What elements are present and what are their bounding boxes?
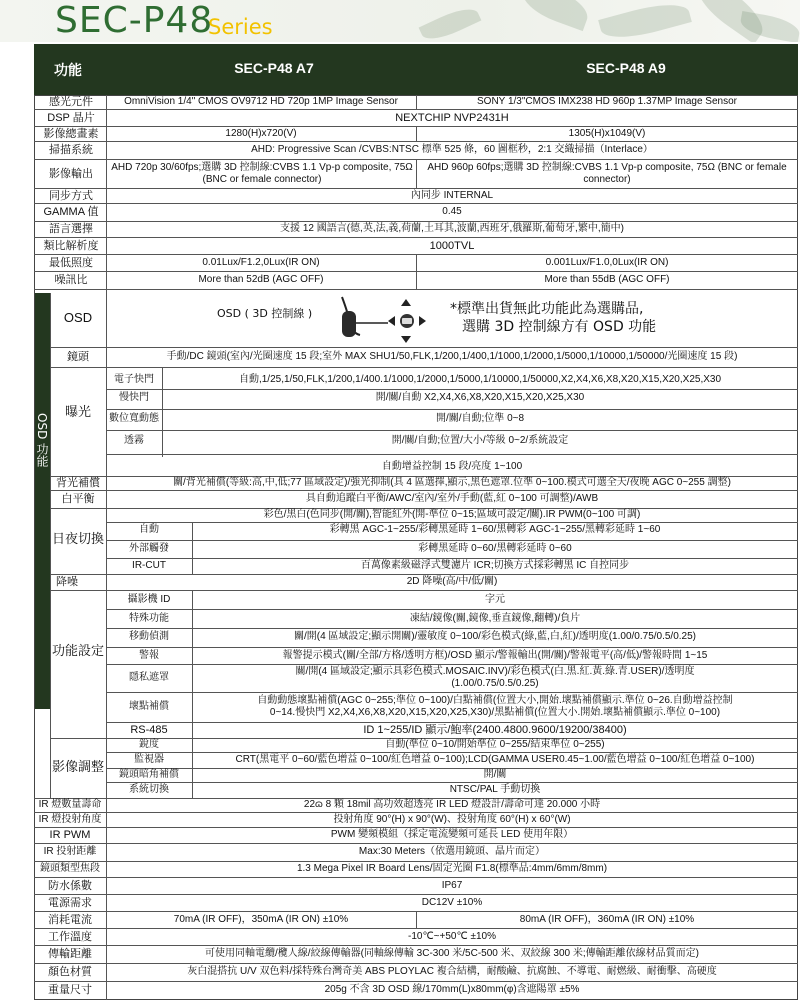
row-label: IR 投射距離 bbox=[43, 846, 97, 857]
sub-label: 特殊功能 bbox=[129, 613, 169, 624]
row-label: 曝光 bbox=[64, 404, 91, 419]
sub-label: RS-485 bbox=[130, 724, 168, 736]
row-label: GAMMA 值 bbox=[43, 206, 99, 218]
dpc-line2: 0~14.慢快門 X2,X4,X6,X8,X20,X15,X20,X25,X30)/黑點補償(位置大小.開始.壞點補償顯示.準位 0~100) bbox=[269, 707, 721, 718]
dpc-line1: 自動動態壞點補償(AGC 0~255;準位 0~100)/白點補償(位置大小,開始.壞點補償顯示.準位 0~26.自動增益控制 bbox=[257, 695, 733, 706]
osd-note-line1: *標準出貨無此功能此為選購品, bbox=[450, 301, 644, 317]
cell-value: 1000TVL bbox=[429, 239, 475, 252]
cell-value: AHD: Progressive Scan /CVBS:NTSC 標準 525 條，60 圖框秒，2:1 交織掃描（Interlace） bbox=[251, 144, 653, 155]
leaf-decoration bbox=[517, 0, 593, 31]
grid-hline bbox=[106, 430, 798, 431]
title-banner bbox=[0, 0, 800, 42]
row-label: 背光補償 bbox=[56, 477, 100, 489]
product-title: SEC-P48 bbox=[55, 0, 214, 41]
cell-value: ID 1~255/ID 顯示/鮑率(2400.4800.9600/19200/38400) bbox=[363, 724, 627, 736]
cell-a7: 1280(H)x720(V) bbox=[225, 127, 297, 139]
cell-a7: OmniVision 1/4" CMOS OV9712 HD 720p 1MP Image Sensor bbox=[124, 96, 398, 107]
row-label: 最低照度 bbox=[49, 256, 93, 269]
sub-label: 慢快門 bbox=[119, 392, 149, 403]
cell-value: -10℃~+50℃ ±10% bbox=[408, 930, 496, 942]
cell-value: 205g 不含 3D OSD 線/170mm(L)x80mm(φ)含遮陽罩 ±5% bbox=[324, 984, 580, 995]
cell-value: 手動/DC 鏡頭(室內/光圈速度 15 段;室外 MAX SHU1/50,FLK,1/200,1/400,1/1000,1/2000,1/5000,1/10000,1/50000/光圈速度 15 段) bbox=[166, 351, 738, 362]
sub-label: 自動 bbox=[139, 524, 159, 535]
cell-value: 投射角度 90°(H) x 90°(W)、投射角度 60°(H) x 60°(W) bbox=[333, 813, 571, 825]
row-label: 影像調整 bbox=[51, 759, 104, 774]
sub-label: 系統切換 bbox=[129, 784, 169, 795]
product-series: Series bbox=[208, 15, 273, 39]
osd-optional-note bbox=[450, 300, 656, 336]
privacy-line1: 關/開(4 區域設定;顯示具彩色模式.MOSAIC.INV)/彩色模式(白.黑.紅.黃.綠.青.USER)/透明度 bbox=[295, 666, 695, 677]
row-label: 類比解析度 bbox=[43, 239, 99, 252]
osd-control-label: OSD ( 3D 控制線 ) bbox=[217, 307, 313, 320]
cell-value: NEXTCHIP NVP2431H bbox=[395, 111, 509, 124]
leaf-decoration bbox=[598, 0, 692, 42]
cell-a9: More than 55dB (AGC OFF) bbox=[544, 274, 670, 285]
row-label: 同步方式 bbox=[49, 189, 93, 202]
row-label: 語言選擇 bbox=[49, 223, 93, 235]
row-label: 降噪 bbox=[56, 576, 78, 588]
header-model-a7: SEC-P48 A7 bbox=[234, 60, 314, 76]
sub-label: 鏡頭暗角補償 bbox=[119, 769, 179, 780]
spec-table-header bbox=[34, 44, 798, 95]
cell-value: PWM 變頻模組（採定電流變頻可延長 LED 使用年限） bbox=[330, 829, 574, 840]
row-label: 工作溫度 bbox=[48, 930, 92, 943]
cell-value: 具自動追蹤白平衡/AWC/室內/室外/手動(藍,紅 0~100 可調整)/AWB bbox=[305, 493, 599, 504]
row-label: 鏡頭類型焦段 bbox=[40, 863, 100, 874]
row-label: 日夜切換 bbox=[51, 531, 104, 546]
cell-value: CRT(黑電平 0~60/藍色增益 0~100/紅色增益 0~100);LCD(GAMMA USER0.45~1.00/藍色增益 0~100/紅色增益 0~100) bbox=[235, 754, 755, 765]
sub-label: IR-CUT bbox=[132, 560, 166, 571]
cell-a7: 70mA (IR OFF)，350mA (IR ON) ±10% bbox=[173, 913, 349, 925]
cell-value: 關/背光補償(等級:高,中,低;77 區域設定)/強光抑制(具 4 區選擇,顯示,黑色遮罩.位準 0~100.模式可選全天/夜晚 AGC 0~255 調整) bbox=[173, 477, 731, 488]
sub-label: 電子快門 bbox=[114, 374, 154, 385]
cell-value: 開/關/自動 X2,X4,X6,X8,X20,X15,X20,X25,X30 bbox=[375, 392, 585, 403]
cell-value: IP67 bbox=[441, 879, 463, 891]
row-label: 白平衡 bbox=[61, 493, 95, 505]
leaf-decoration bbox=[419, 2, 482, 42]
row-label: OSD bbox=[63, 310, 93, 325]
cell-value bbox=[192, 664, 798, 692]
cell-value: 2D 降噪(高/中/低/關) bbox=[406, 576, 498, 587]
cell-value: 凍結/鏡像(關,鏡像,垂直鏡像,翻轉)/負片 bbox=[409, 613, 581, 624]
joystick-controller-icon bbox=[330, 293, 440, 345]
row-label: IR 燈數量壽命 bbox=[38, 799, 102, 810]
cell-value: 22ɷ 8 顆 18mil 高功效超透亮 IR LED 燈設計/壽命可達 20.000 小時 bbox=[303, 799, 601, 810]
sub-label: 隱私遮罩 bbox=[129, 672, 169, 683]
cell-value: 1.3 Mega Pixel IR Board Lens/固定光圈 F1.8(標準品:4mm/6mm/8mm) bbox=[296, 863, 608, 874]
cell-a9: 1305(H)x1049(V) bbox=[568, 127, 646, 139]
cell-value: 開/關/自動;位準 0~8 bbox=[435, 413, 525, 424]
cell-value: Max:30 Meters（依選用鏡頭、晶片而定） bbox=[358, 846, 546, 857]
cell-value: 報警提示模式(關/全部/方格/透明方框)/OSD 顯示/警報輸出(開/關)/警報電平(高/低)/警報時間 1~15 bbox=[282, 650, 708, 661]
grid-hline bbox=[50, 590, 798, 591]
grid-hline bbox=[106, 454, 798, 455]
row-label: IR PWM bbox=[49, 829, 91, 841]
cell-value: 開/關 bbox=[483, 769, 507, 780]
row-label: 噪訊比 bbox=[54, 274, 88, 286]
sub-label: 警報 bbox=[139, 650, 159, 661]
cell-a7: More than 52dB (AGC OFF) bbox=[198, 274, 324, 285]
cell-value: 彩轉黑延時 0~60/黑轉彩延時 0~60 bbox=[418, 543, 572, 554]
osd-section-label: OSD 功能 bbox=[35, 413, 49, 468]
cell-value: 開/關/自動;位置/大小/等級 0~2/系統設定 bbox=[391, 435, 569, 446]
cell-value: DC12V ±10% bbox=[421, 896, 483, 908]
cell-value: 可使用同軸電纜/欖人線/絞線傳輸器(同軸線傳輸 3C-300 米/5C-500 米、双絞線 300 米;傳輸距離依線材品質而定) bbox=[205, 948, 699, 959]
cell-value: 內同步 INTERNAL bbox=[410, 189, 494, 201]
row-label: IR 燈投射角度 bbox=[38, 813, 102, 825]
header-feature: 功能 bbox=[54, 62, 82, 78]
privacy-line2: (1.00/0.75/0.5/0.25) bbox=[451, 678, 539, 689]
row-label: 電源需求 bbox=[48, 896, 92, 909]
cell-a7: AHD 720p 30/60fps;選購 3D 控制線:CVBS 1.1 Vp-p composite, 75Ω (BNC or female connector) bbox=[111, 161, 413, 185]
row-label: 感光元件 bbox=[49, 96, 93, 108]
cell-value: 關/開(4 區域設定;顯示開關)/靈敏度 0~100/彩色模式(綠,藍,白,紅)/透明度(1.00/0.75/0.5/0.25) bbox=[293, 631, 697, 642]
row-label: 顏色材質 bbox=[48, 966, 92, 978]
row-label: 鏡頭 bbox=[67, 351, 89, 363]
cell-a9: AHD 960p 60fps;選購 3D 控制線:CVBS 1.1 Vp-p composite, 75Ω (BNC or female connector) bbox=[427, 161, 787, 185]
sub-label: 數位寬動態 bbox=[109, 413, 159, 424]
row-label: DSP 晶片 bbox=[47, 111, 95, 124]
cell-value: 自動(準位 0~10/開始準位 0~255/結束準位 0~255) bbox=[385, 739, 605, 750]
cell-value: NTSC/PAL 手動切換 bbox=[449, 784, 541, 795]
cell-value: 自動,1/25,1/50,FLK,1/200,1/400.1/1000,1/2000,1/5000,1/10000,1/50000,X2,X4,X6,X8,X20,X15,X20,X25,X30 bbox=[238, 374, 722, 385]
cell-a7: 0.01Lux/F1.2,0Lux(IR ON) bbox=[202, 256, 320, 268]
sub-label: 壞點補償 bbox=[129, 701, 169, 712]
cell-value bbox=[192, 692, 798, 722]
header-model-a9: SEC-P48 A9 bbox=[586, 60, 666, 76]
sub-label: 外部觸發 bbox=[129, 543, 169, 554]
cell-value: 支援 12 國語言(德,英,法,義,荷蘭,土耳其,波蘭,西班牙,俄羅斯,葡萄牙,繁中,簡中) bbox=[280, 223, 624, 234]
cell-value: 字元 bbox=[485, 594, 505, 605]
cell-a9: SONY 1/3"CMOS IMX238 HD 960p 1.37MP Image Sensor bbox=[477, 96, 737, 107]
row-label: 傳輸距離 bbox=[48, 948, 92, 960]
sub-label: 監視器 bbox=[134, 754, 164, 765]
grid-hline bbox=[106, 409, 798, 410]
cell-a9: 0.001Lux/F1.0,0Lux(IR ON) bbox=[545, 256, 669, 268]
cell-value: 百萬像素級磁浮式雙濾片 ICR;切換方式採彩轉黑 IC 自控同步 bbox=[360, 560, 630, 571]
sub-label: 移動偵測 bbox=[129, 631, 169, 642]
cell-a9: 80mA (IR OFF)，360mA (IR ON) ±10% bbox=[519, 913, 695, 925]
cell-value: 0.45 bbox=[442, 206, 462, 217]
sub-label: 銳度 bbox=[139, 739, 159, 750]
cell-value: 彩轉黑 AGC-1~255/彩轉黑延時 1~60/黑轉彩 AGC-1~255/黑轉彩延時 1~60 bbox=[329, 524, 661, 535]
sub-label: 攝影機 ID bbox=[127, 594, 171, 605]
cell-value: 自動增益控制 15 段/亮度 1~100 bbox=[381, 460, 523, 472]
cell-value: 彩色/黑白(色同步(開/關),智能紅外(開-準位 0~15;區域可設定/關).IR PWM(0~100 可調) bbox=[263, 509, 641, 520]
grid-vline bbox=[416, 159, 417, 188]
sub-label: 透霧 bbox=[124, 435, 144, 446]
grid-hline bbox=[34, 289, 798, 290]
row-label: 消耗電流 bbox=[48, 913, 92, 926]
row-label: 影像輸出 bbox=[49, 167, 93, 180]
row-label: 功能設定 bbox=[51, 643, 104, 658]
cell-value: 灰白混搭抗 U/V 双色料/採特殊台灣奇美 ABS PLOYLAC 複合結構，耐酸鹼、抗腐蝕、不導電、耐燃級、耐衝擊、高硬度 bbox=[187, 966, 717, 977]
row-label: 重量尺寸 bbox=[48, 984, 92, 996]
row-label: 掃描系統 bbox=[49, 144, 93, 156]
row-label: 影像總畫素 bbox=[43, 127, 99, 140]
osd-note-line2: 選購 3D 控制線方有 OSD 功能 bbox=[462, 319, 657, 335]
row-label: 防水係數 bbox=[48, 879, 92, 892]
